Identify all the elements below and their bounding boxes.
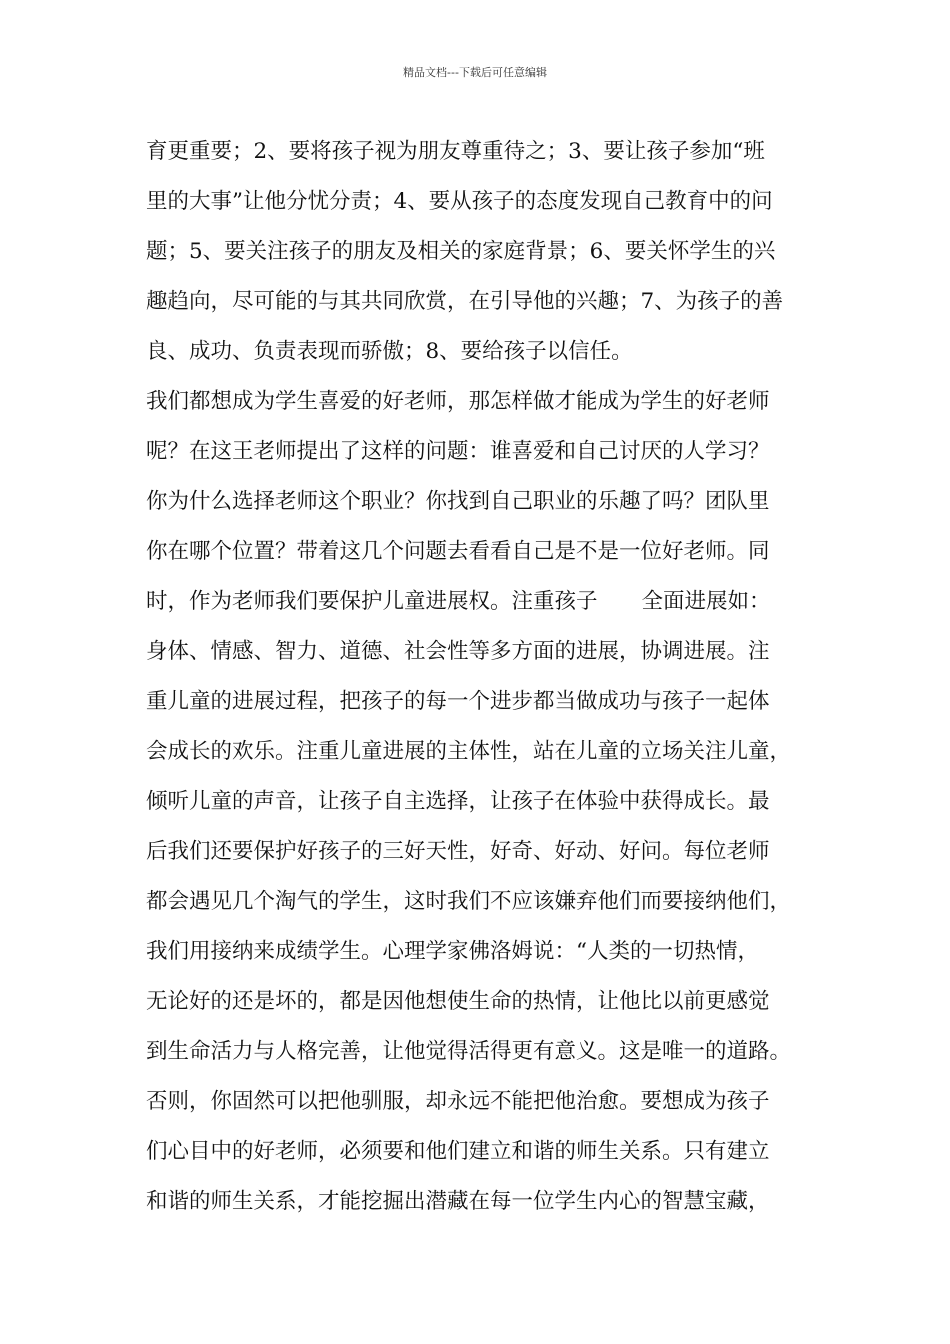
text-line: 倾听儿童的声音，让孩子自主选择，让孩子在体验中获得成长。最 [146, 789, 770, 814]
text-line-tail: 全面进展如： [641, 589, 771, 614]
text-line: 都会遇见几个淘气的学生，这时我们不应该嫌弃他们而要接纳他们， [146, 889, 792, 914]
text-line: 会成长的欢乐。注重儿童进展的主体性，站在儿童的立场关注儿童， [146, 739, 792, 764]
text-line: 呢？在这王老师提出了这样的问题：谁喜爱和自己讨厌的人学习？ [146, 439, 770, 464]
text-line: 们心目中的好老师，必须要和他们建立和谐的师生关系。只有建立 [146, 1139, 770, 1164]
text-line: 到生命活力与人格完善，让他觉得活得更有意义。这是唯一的道路。 [146, 1039, 792, 1064]
text-line: 后我们还要保护好孩子的三好天性，好奇、好动、好问。每位老师 [146, 839, 770, 864]
text-line: 和谐的师生关系，才能挖掘出潜藏在每一位学生内心的智慧宝藏， [146, 1189, 770, 1214]
text-line: 我们用接纳来成绩学生。心理学家佛洛姆说：“人类的一切热情， [146, 939, 759, 964]
text-line: 你在哪个位置？带着这几个问题去看看自己是不是一位好老师。同 [146, 539, 770, 564]
text-line: 我们都想成为学生喜爱的好老师，那怎样做才能成为学生的好老师 [146, 389, 770, 414]
text-line: 你为什么选择老师这个职业？你找到自己职业的乐趣了吗？团队里 [146, 489, 770, 514]
text-line: 里的大事”让他分忧分责；4、要从孩子的态度发现自己教育中的问 [146, 189, 773, 214]
text-line: 无论好的还是坏的，都是因他想使生命的热情，让他比以前更感觉 [146, 989, 770, 1014]
document-body [146, 134, 818, 1234]
text-line: 育更重要；2、要将孩子视为朋友尊重待之；3、要让孩子参加“班 [146, 139, 765, 164]
text-line-head: 时，作为老师我们要保护儿童进展权。注重孩子 [146, 589, 598, 614]
text-line-with-gap [146, 584, 818, 634]
page-header: 精品文档---下载后可任意编辑 [403, 66, 547, 79]
text-line: 重儿童的进展过程，把孩子的每一个进步都当做成功与孩子一起体 [146, 689, 770, 714]
text-line: 趣趋向，尽可能的与其共同欣赏，在引导他的兴趣；7、为孩子的善 [146, 289, 784, 314]
text-line: 良、成功、负责表现而骄傲；8、要给孩子以信任。 [146, 339, 633, 364]
text-line: 否则，你固然可以把他驯服，却永远不能把他治愈。要想成为孩子 [146, 1089, 770, 1114]
text-line: 身体、情感、智力、道德、社会性等多方面的进展，协调进展。注 [146, 639, 770, 664]
text-line: 题；5、要关注孩子的朋友及相关的家庭背景；6、要关怀学生的兴 [146, 239, 776, 264]
